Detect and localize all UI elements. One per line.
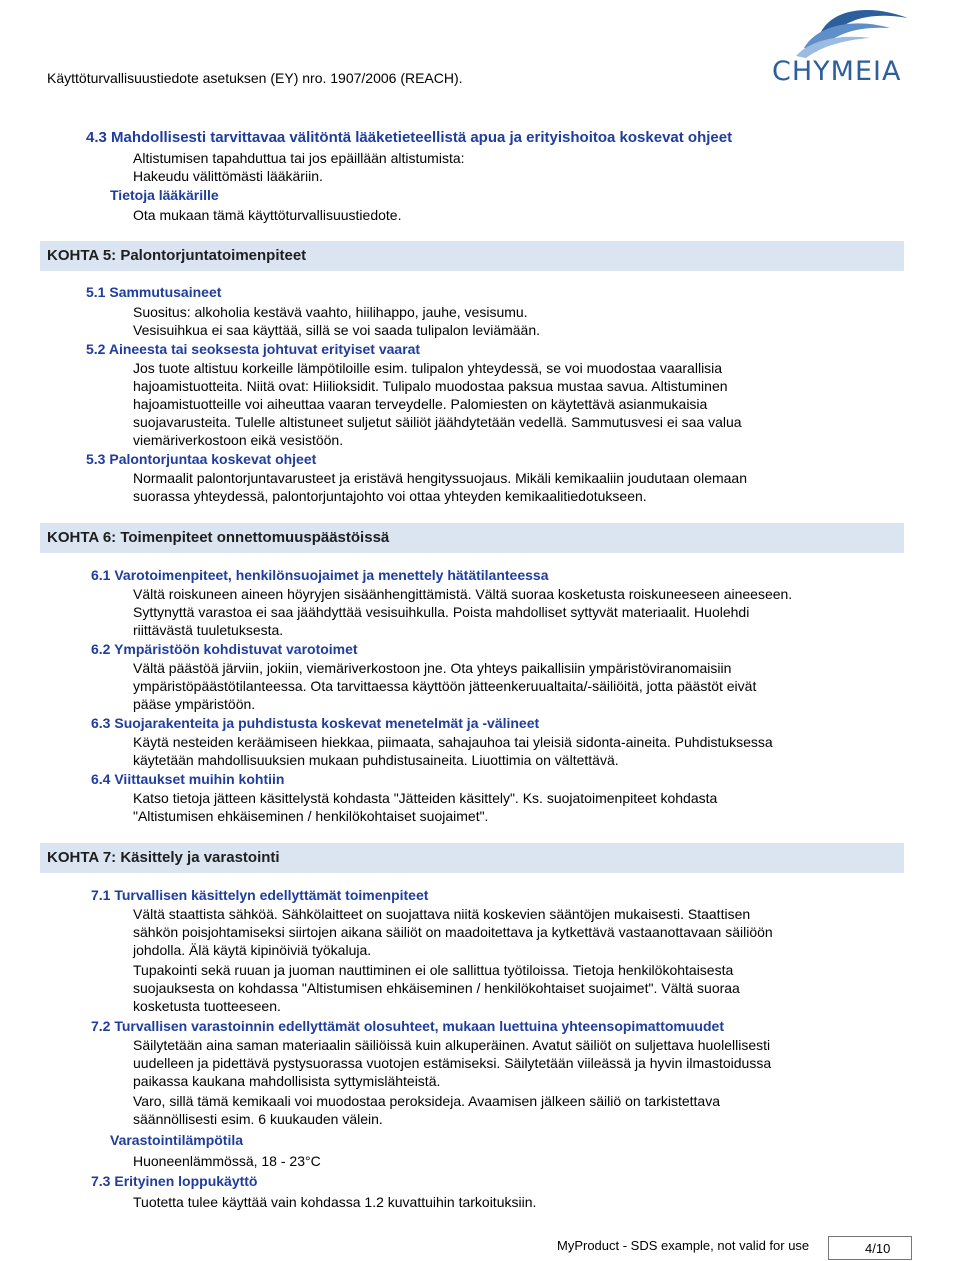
doctor-info-subtitle: Tietoja lääkärille [110, 187, 219, 203]
section-7-1-line: Tupakointi sekä ruuan ja juoman nauttiminen ei ole sallittua työtiloissa. Tietoja henkilökohtaisesta [133, 962, 734, 978]
section-7-2-line: säännöllisesti esim. 6 kuukauden välein. [133, 1111, 383, 1127]
section-6-2-line: Vältä päästöä järviin, jokiin, viemäriverkostoon jne. Ota yhteys paikallisiin ympäristöviranomaisiin [133, 660, 732, 676]
section-5-3-title: 5.3 Palontorjuntaa koskevat ohjeet [86, 451, 317, 467]
section-4-3-line: Ota mukaan tämä käyttöturvallisuustiedote. [133, 207, 402, 223]
section-6-2-line: pääse ympäristöön. [133, 696, 256, 712]
section-5-2-line: hajoamistuotteille voi aiheuttaa vaaran terveydelle. Palomiesten on käytettävä asianmukaisia [133, 396, 708, 412]
section-5-3-line: suorassa yhteydessä, palontorjuntajohto voi ottaa yhteyden kemikaalitiedotukseen. [133, 488, 647, 504]
section-5-2-line: suojavarusteita. Tulelle altistuneet suljetut säiliöt jäähdytetään vedellä. Sammutusvesi ei saa valua [133, 414, 742, 430]
section-7-3-title: 7.3 Erityinen loppukäyttö [91, 1173, 258, 1189]
section-6-2-title: 6.2 Ympäristöön kohdistuvat varotoimet [91, 641, 358, 657]
section-7-band [40, 843, 904, 873]
section-6-1-line: Syttynyttä varastoa ei saa jäähdyttää vesisuihkulla. Poista mahdolliset syttyvät materiaalit. Huolehdi [133, 604, 750, 620]
section-7-1-line: Vältä staattista sähköä. Sähkölaitteet on suojattava niitä koskevien sääntöjen mukaisesti. Staattisen [133, 906, 751, 922]
section-7-2-line: paikassa kaukana mahdollisista syttymislähteistä. [133, 1073, 441, 1089]
chymeia-logo: CHYMEIA [760, 4, 910, 90]
section-5-2-line: hajoamistuotteita. Niitä ovat: Hiilioksidit. Tulipalo muodostaa paksua mustaa savua. Altistuminen [133, 378, 728, 394]
section-6-1-title: 6.1 Varotoimenpiteet, henkilönsuojaimet ja menettely hätätilanteessa [91, 567, 549, 583]
page-number: 4/10 [865, 1241, 891, 1256]
section-7-1-line: sähkön poisjohtamiseksi siirtojen aikana säiliöt on maadoitettava ja kytkettävä vastaanottavaan säiliöön [133, 924, 773, 940]
storage-temperature-subtitle: Varastointilämpötila [110, 1132, 244, 1148]
section-5-1-line: Vesisuihkua ei saa käyttää, sillä se voi saada tulipalon leviämään. [133, 322, 541, 338]
section-7-2-title: 7.2 Turvallisen varastoinnin edellyttämät olosuhteet, mukaan luettuina yhteensopimattomuudet [91, 1018, 724, 1034]
section-5-2-line: Jos tuote altistuu korkeille lämpötiloille esim. tulipalon yhteydessä, se voi muodostaa vaarallisia [133, 360, 723, 376]
section-4-3-title: 4.3 Mahdollisesti tarvittavaa välitöntä lääketieteellistä apua ja erityishoitoa koskevat ohjeet [86, 129, 733, 146]
section-6-1-line: Vältä roiskuneen aineen höyryjen sisäänhengittämistä. Vältä suoraa kosketusta roiskuneeseen aineeseen. [133, 586, 793, 602]
section-7-1-line: johdolla. Älä käytä kipinöiviä työkaluja. [133, 942, 372, 958]
section-7-title: KOHTA 7: Käsittely ja varastointi [47, 849, 280, 866]
section-6-band [40, 523, 904, 553]
section-5-title: KOHTA 5: Palontorjuntatoimenpiteet [47, 247, 307, 264]
footer-note: MyProduct - SDS example, not valid for use [557, 1238, 810, 1253]
section-6-3-line: Käytä nesteiden keräämiseen hiekkaa, piimaata, sahajauhoa tai yleisiä sidonta-aineita. Puhdistuksessa [133, 734, 773, 750]
section-6-4-line: "Altistumisen ehkäiseminen / henkilökohtaiset suojaimet". [133, 808, 489, 824]
section-4-3-line: Hakeudu välittömästi lääkäriin. [133, 168, 323, 184]
section-6-2-line: ympäristöpäästötilanteessa. Ota tarvittaessa käyttöön jätteenkeruualtaita/-säiliöitä, jotta päästöt eivät [133, 678, 757, 694]
section-5-band [40, 241, 904, 271]
section-5-1-title: 5.1 Sammutusaineet [86, 284, 222, 300]
section-4-3-line: Altistumisen tapahduttua tai jos epäillään altistumista: [133, 150, 465, 166]
regulation-header: Käyttöturvallisuustiedote asetuksen (EY) nro. 1907/2006 (REACH). [47, 70, 463, 86]
section-5-1-line: Suositus: alkoholia kestävä vaahto, hiilihappo, jauhe, vesisumu. [133, 304, 528, 320]
section-6-4-title: 6.4 Viittaukset muihin kohtiin [91, 771, 285, 787]
section-6-3-title: 6.3 Suojarakenteita ja puhdistusta koskevat menetelmät ja -välineet [91, 715, 540, 731]
section-6-title: KOHTA 6: Toimenpiteet onnettomuuspäästöissä [47, 529, 390, 546]
page-number-box [828, 1236, 912, 1260]
section-7-1-title: 7.1 Turvallisen käsittelyn edellyttämät toimenpiteet [91, 887, 429, 903]
section-6-1-line: riittävästä tuuletuksesta. [133, 622, 284, 638]
section-7-2-line: Säilytetään aina saman materiaalin säiliöissä kuin alkuperäinen. Avatut säiliöt on suljettava huolellisesti [133, 1037, 771, 1053]
section-7-3-line: Tuotetta tulee käyttää vain kohdassa 1.2 kuvattuihin tarkoituksiin. [133, 1194, 537, 1210]
section-7-1-line: suojauksesta on kohdassa "Altistumisen ehkäiseminen / henkilökohtaiset suojaimet". Vältä suoraa [133, 980, 740, 996]
section-6-4-line: Katso tietoja jätteen käsittelystä kohdasta "Jätteiden käsittely". Ks. suojatoimenpiteet kohdasta [133, 790, 718, 806]
section-5-2-title: 5.2 Aineesta tai seoksesta johtuvat erityiset vaarat [86, 341, 421, 357]
section-5-2-line: viemäriverkostoon eikä vesistöön. [133, 432, 344, 448]
section-7-2-line: Varo, sillä tämä kemikaali voi muodostaa peroksideja. Avaamisen jälkeen säiliö on tarkistettava [133, 1093, 721, 1109]
section-6-3-line: käytetään mahdollisuuksien mukaan puhdistusaineita. Liuottimia on vältettävä. [133, 752, 619, 768]
section-7-2-line: uudelleen ja pidettävä pystysuorassa vuotojen estämiseksi. Säilytetään viileässä ja hyvin ilmastoidussa [133, 1055, 772, 1071]
logo-swoosh-icon [760, 4, 910, 60]
section-5-3-line: Normaalit palontorjuntavarusteet ja eristävä hengityssuojaus. Mikäli kemikaaliin joudutaan olemaan [133, 470, 747, 486]
storage-temperature-value: Huoneenlämmössä, 18 - 23°C [133, 1153, 321, 1169]
section-7-1-line: kosketusta tuotteeseen. [133, 998, 281, 1014]
